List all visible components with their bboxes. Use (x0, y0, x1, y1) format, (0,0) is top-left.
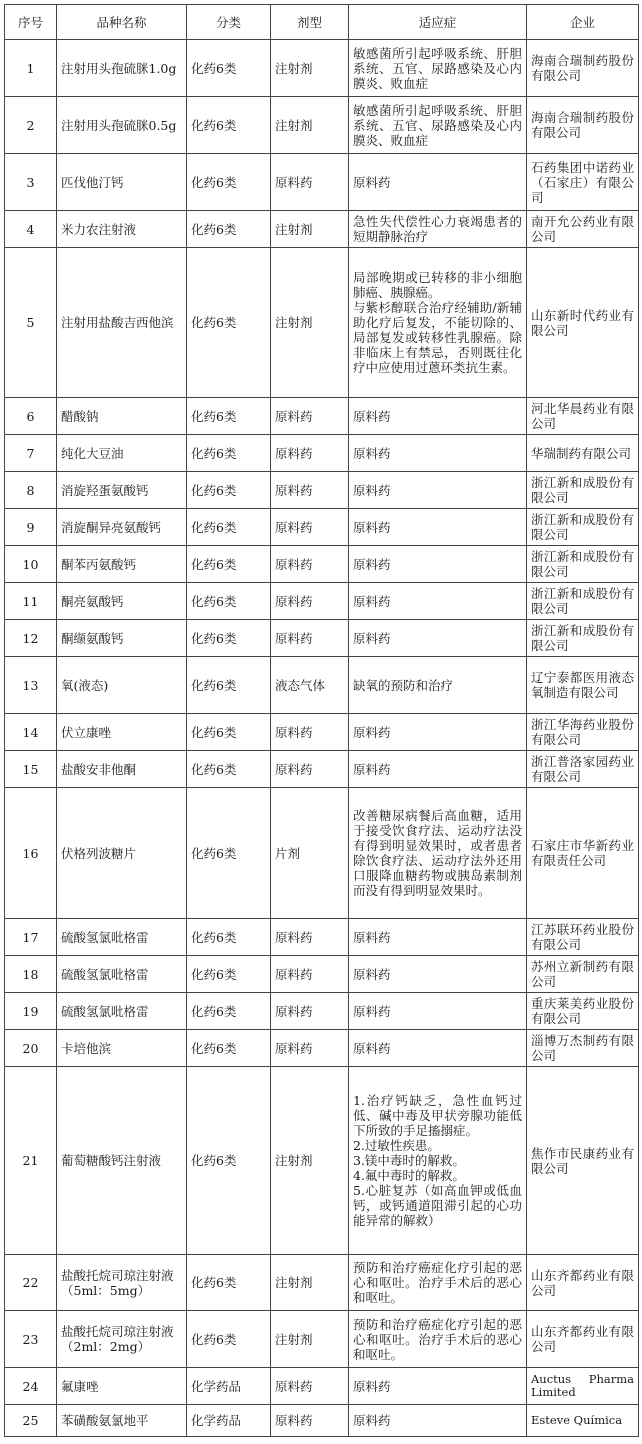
cell-category: 化药6类 (187, 583, 271, 620)
cell-drug-name: 氟康唑 (57, 1368, 187, 1405)
cell-company: 浙江普洛家园药业有限公司 (527, 751, 639, 788)
table-row (5, 154, 639, 211)
cell-company: 海南合瑞制药股份有限公司 (527, 97, 639, 154)
cell-company: 海南合瑞制药股份有限公司 (527, 40, 639, 97)
cell-company: 浙江新和成股份有限公司 (527, 583, 639, 620)
cell-company: 华瑞制药有限公司 (527, 435, 639, 472)
cell-category: 化学药品 (187, 1405, 271, 1437)
table-row (5, 788, 639, 919)
cell-indication: 原料药 (349, 956, 527, 993)
cell-dosage-form: 注射剂 (271, 248, 349, 398)
table-row (5, 657, 639, 714)
cell-dosage-form: 液态气体 (271, 657, 349, 714)
table-row (5, 1311, 639, 1368)
cell-indication: 敏感菌所引起呼吸系统、肝胆系统、五官、尿路感染及心内膜炎、败血症 (349, 97, 527, 154)
cell-drug-name: 伏立康唑 (57, 714, 187, 751)
cell-serial: 2 (5, 97, 57, 154)
cell-dosage-form: 原料药 (271, 546, 349, 583)
cell-company: 苏州立新制药有限公司 (527, 956, 639, 993)
cell-company: 河北华晨药业有限公司 (527, 398, 639, 435)
cell-serial: 23 (5, 1311, 57, 1368)
cell-drug-name: 苯磺酸氨氯地平 (57, 1405, 187, 1437)
cell-indication: 原料药 (349, 1368, 527, 1405)
cell-serial: 6 (5, 398, 57, 435)
cell-category: 化药6类 (187, 919, 271, 956)
cell-category: 化药6类 (187, 97, 271, 154)
cell-serial: 20 (5, 1030, 57, 1067)
cell-company: 淄博万杰制药有限公司 (527, 1030, 639, 1067)
cell-category: 化药6类 (187, 657, 271, 714)
table-row (5, 1255, 639, 1311)
table-row (5, 398, 639, 435)
cell-drug-name: 注射用盐酸吉西他滨 (57, 248, 187, 398)
cell-company: 浙江新和成股份有限公司 (527, 472, 639, 509)
table-row (5, 435, 639, 472)
cell-indication: 缺氧的预防和治疗 (349, 657, 527, 714)
cell-indication: 1.治疗钙缺乏，急性血钙过低、碱中毒及甲状旁腺功能低下所致的手足搐搦症。 2.过敏性疾患。 3.镁中毒时的解救。 4.氟中毒时的解救。 5.心脏复苏（如高血钾或低血钙，或钙通道阻滞引起的心功能异常的解救） (349, 1067, 527, 1255)
cell-serial: 9 (5, 509, 57, 546)
cell-company: 浙江华海药业股份有限公司 (527, 714, 639, 751)
header-company: 企业 (527, 5, 639, 40)
cell-category: 化药6类 (187, 620, 271, 657)
cell-dosage-form: 原料药 (271, 154, 349, 211)
cell-category: 化药6类 (187, 788, 271, 919)
cell-serial: 7 (5, 435, 57, 472)
cell-serial: 24 (5, 1368, 57, 1405)
cell-indication: 预防和治疗癌症化疗引起的恶心和呕吐。治疗手术后的恶心和呕吐。 (349, 1255, 527, 1311)
cell-drug-name: 葡萄糖酸钙注射液 (57, 1067, 187, 1255)
table-row (5, 993, 639, 1030)
table-row (5, 97, 639, 154)
cell-category: 化药6类 (187, 1030, 271, 1067)
cell-category: 化药6类 (187, 472, 271, 509)
cell-drug-name: 伏格列波糖片 (57, 788, 187, 919)
table-row (5, 40, 639, 97)
cell-drug-name: 酮缬氨酸钙 (57, 620, 187, 657)
cell-drug-name: 米力农注射液 (57, 211, 187, 248)
cell-serial: 14 (5, 714, 57, 751)
drug-registration-table (4, 4, 639, 1437)
table-row (5, 714, 639, 751)
cell-category: 化药6类 (187, 509, 271, 546)
cell-dosage-form: 注射剂 (271, 211, 349, 248)
cell-indication: 改善糖尿病餐后高血糖，适用于接受饮食疗法、运动疗法没有得到明显效果时，或者患者除饮食疗法、运动疗法外还用口服降血糖药物或胰岛素制剂而没有得到明显效果时。 (349, 788, 527, 919)
cell-dosage-form: 原料药 (271, 1368, 349, 1405)
cell-dosage-form: 原料药 (271, 398, 349, 435)
cell-serial: 12 (5, 620, 57, 657)
cell-indication: 原料药 (349, 1030, 527, 1067)
cell-category: 化学药品 (187, 1368, 271, 1405)
cell-indication: 原料药 (349, 751, 527, 788)
cell-serial: 13 (5, 657, 57, 714)
cell-serial: 5 (5, 248, 57, 398)
cell-drug-name: 盐酸托烷司琼注射液（5ml：5mg） (57, 1255, 187, 1311)
cell-company: 浙江新和成股份有限公司 (527, 509, 639, 546)
cell-company: 焦作市民康药业有限公司 (527, 1067, 639, 1255)
cell-dosage-form: 原料药 (271, 956, 349, 993)
cell-serial: 3 (5, 154, 57, 211)
cell-drug-name: 注射用头孢硫脒0.5g (57, 97, 187, 154)
table-row (5, 509, 639, 546)
cell-company: 山东新时代药业有限公司 (527, 248, 639, 398)
cell-company: 南开允公药业有限公司 (527, 211, 639, 248)
cell-category: 化药6类 (187, 248, 271, 398)
table-header-row (5, 5, 639, 40)
cell-drug-name: 氧(液态) (57, 657, 187, 714)
cell-drug-name: 匹伐他汀钙 (57, 154, 187, 211)
table-row (5, 956, 639, 993)
cell-company: Auctus Pharma Limited (527, 1368, 639, 1405)
cell-dosage-form: 原料药 (271, 435, 349, 472)
cell-drug-name: 硫酸氢氯吡格雷 (57, 993, 187, 1030)
table-row (5, 751, 639, 788)
cell-serial: 22 (5, 1255, 57, 1311)
cell-drug-name: 盐酸托烷司琼注射液（2ml：2mg） (57, 1311, 187, 1368)
cell-indication: 急性失代偿性心力衰竭患者的短期静脉治疗 (349, 211, 527, 248)
table-row (5, 248, 639, 398)
cell-dosage-form: 注射剂 (271, 1311, 349, 1368)
cell-serial: 18 (5, 956, 57, 993)
cell-indication: 原料药 (349, 398, 527, 435)
cell-category: 化药6类 (187, 714, 271, 751)
cell-dosage-form: 注射剂 (271, 1255, 349, 1311)
cell-category: 化药6类 (187, 751, 271, 788)
cell-indication: 原料药 (349, 620, 527, 657)
cell-company: 辽宁泰都医用液态氧制造有限公司 (527, 657, 639, 714)
cell-category: 化药6类 (187, 1255, 271, 1311)
cell-dosage-form: 原料药 (271, 620, 349, 657)
header-category: 分类 (187, 5, 271, 40)
cell-drug-name: 盐酸安非他酮 (57, 751, 187, 788)
cell-dosage-form: 注射剂 (271, 40, 349, 97)
cell-indication: 原料药 (349, 472, 527, 509)
cell-indication: 敏感菌所引起呼吸系统、肝胆系统、五官、尿路感染及心内膜炎、败血症 (349, 40, 527, 97)
cell-dosage-form: 注射剂 (271, 97, 349, 154)
cell-serial: 15 (5, 751, 57, 788)
cell-company: 山东齐都药业有限公司 (527, 1311, 639, 1368)
cell-company: 重庆莱美药业股份有限公司 (527, 993, 639, 1030)
cell-serial: 16 (5, 788, 57, 919)
cell-dosage-form: 原料药 (271, 509, 349, 546)
cell-category: 化药6类 (187, 1311, 271, 1368)
cell-company: 石家庄市华新药业有限责任公司 (527, 788, 639, 919)
cell-company: Esteve Química (527, 1405, 639, 1437)
cell-dosage-form: 原料药 (271, 714, 349, 751)
cell-indication: 原料药 (349, 919, 527, 956)
header-drug-name: 品种名称 (57, 5, 187, 40)
cell-category: 化药6类 (187, 1067, 271, 1255)
cell-indication: 原料药 (349, 714, 527, 751)
cell-dosage-form: 原料药 (271, 1030, 349, 1067)
cell-category: 化药6类 (187, 546, 271, 583)
cell-serial: 4 (5, 211, 57, 248)
cell-dosage-form: 片剂 (271, 788, 349, 919)
cell-dosage-form: 原料药 (271, 751, 349, 788)
cell-category: 化药6类 (187, 398, 271, 435)
cell-company: 浙江新和成股份有限公司 (527, 620, 639, 657)
cell-drug-name: 注射用头孢硫脒1.0g (57, 40, 187, 97)
cell-serial: 8 (5, 472, 57, 509)
header-dosage-form: 剂型 (271, 5, 349, 40)
cell-indication: 原料药 (349, 993, 527, 1030)
cell-dosage-form: 原料药 (271, 1405, 349, 1437)
table-row (5, 1030, 639, 1067)
cell-company: 浙江新和成股份有限公司 (527, 546, 639, 583)
cell-drug-name: 硫酸氢氯吡格雷 (57, 919, 187, 956)
table-row (5, 211, 639, 248)
cell-drug-name: 酮苯丙氨酸钙 (57, 546, 187, 583)
cell-company: 石药集团中诺药业（石家庄）有限公司 (527, 154, 639, 211)
cell-indication: 局部晚期或已转移的非小细胞肺癌、胰腺癌。 与紫杉醇联合治疗经辅助/新辅助化疗后复发，不能切除的、局部复发或转移性乳腺癌。除非临床上有禁忌，否则既往化疗中应使用过蒽环类抗生素。 (349, 248, 527, 398)
cell-category: 化药6类 (187, 435, 271, 472)
cell-company: 山东齐都药业有限公司 (527, 1255, 639, 1311)
table-row (5, 546, 639, 583)
cell-category: 化药6类 (187, 211, 271, 248)
cell-drug-name: 消旋羟蛋氨酸钙 (57, 472, 187, 509)
table-body (5, 40, 639, 1437)
table-row (5, 1368, 639, 1405)
cell-indication: 原料药 (349, 1405, 527, 1437)
cell-drug-name: 酮亮氨酸钙 (57, 583, 187, 620)
cell-indication: 原料药 (349, 154, 527, 211)
header-serial: 序号 (5, 5, 57, 40)
cell-serial: 25 (5, 1405, 57, 1437)
cell-serial: 11 (5, 583, 57, 620)
cell-drug-name: 纯化大豆油 (57, 435, 187, 472)
cell-drug-name: 卡培他滨 (57, 1030, 187, 1067)
cell-indication: 原料药 (349, 435, 527, 472)
cell-drug-name: 硫酸氢氯吡格雷 (57, 956, 187, 993)
cell-serial: 10 (5, 546, 57, 583)
table-row (5, 620, 639, 657)
cell-serial: 1 (5, 40, 57, 97)
cell-category: 化药6类 (187, 154, 271, 211)
table-row (5, 1405, 639, 1437)
cell-dosage-form: 原料药 (271, 919, 349, 956)
cell-serial: 19 (5, 993, 57, 1030)
cell-drug-name: 消旋酮异亮氨酸钙 (57, 509, 187, 546)
table-row (5, 583, 639, 620)
cell-indication: 原料药 (349, 546, 527, 583)
cell-indication: 预防和治疗癌症化疗引起的恶心和呕吐。治疗手术后的恶心和呕吐。 (349, 1311, 527, 1368)
table-row (5, 1067, 639, 1255)
cell-company: 江苏联环药业股份有限公司 (527, 919, 639, 956)
header-indication: 适应症 (349, 5, 527, 40)
cell-dosage-form: 原料药 (271, 472, 349, 509)
cell-serial: 21 (5, 1067, 57, 1255)
cell-dosage-form: 原料药 (271, 993, 349, 1030)
cell-category: 化药6类 (187, 956, 271, 993)
cell-category: 化药6类 (187, 993, 271, 1030)
cell-serial: 17 (5, 919, 57, 956)
cell-indication: 原料药 (349, 583, 527, 620)
cell-dosage-form: 注射剂 (271, 1067, 349, 1255)
cell-category: 化药6类 (187, 40, 271, 97)
cell-drug-name: 醋酸钠 (57, 398, 187, 435)
table-row (5, 919, 639, 956)
cell-dosage-form: 原料药 (271, 583, 349, 620)
table-row (5, 472, 639, 509)
cell-indication: 原料药 (349, 509, 527, 546)
